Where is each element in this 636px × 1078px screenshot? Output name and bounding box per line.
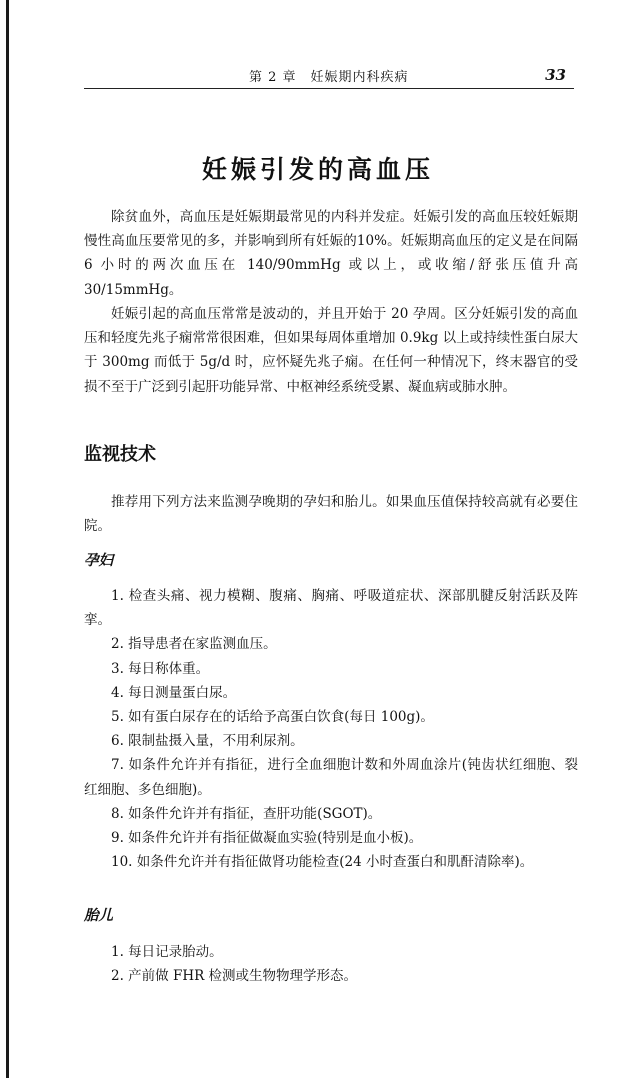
running-head bbox=[84, 64, 574, 92]
list-item: 10. 如条件允许并有指征做肾功能检查(24 小时查蛋白和肌酐清除率)。 bbox=[111, 854, 534, 871]
list-item: 2. 产前做 FHR 检测或生物物理学形态。 bbox=[111, 968, 358, 985]
list-item: 5. 如有蛋白尿存在的话给予高蛋白饮食(每日 100g)。 bbox=[111, 709, 434, 726]
list-item: 2. 指导患者在家监测血压。 bbox=[111, 636, 277, 653]
list-item: 7. 如条件允许并有指征，进行全血细胞计数和外周血涂片(钝齿状红细胞、裂红细胞、多色细胞)。 bbox=[84, 757, 578, 798]
list-item: 1. 每日记录胎动。 bbox=[111, 944, 223, 960]
fetal-heading: 胎儿 bbox=[84, 907, 113, 924]
section-intro: 推荐用下列方法来监测孕晚期的孕妇和胎儿。如果血压值保持较高就有必要住院。 bbox=[84, 494, 578, 535]
maternal-heading: 孕妇 bbox=[84, 552, 113, 569]
intro-paragraph-2: 妊娠引起的高血压常常是波动的，并且开始于 20 孕周。区分妊娠引发的高血压和轻度先兆子痫常常很困难，但如果每周体重增加 0.9kg 以上或持续性蛋白尿大于 300mg 而低于 5g/d 时，应怀疑先兆子痫。在任何一种情况下，终末器官的受损不至于广泛到引起肝功能异常、中枢神经系统受累、凝血病或肺水肿。 bbox=[84, 306, 578, 395]
page-number: 33 bbox=[545, 66, 566, 84]
list-item: 1. 检查头痛、视力模糊、腹痛、胸痛、呼吸道症状、深部肌腱反射活跃及阵挛。 bbox=[84, 588, 578, 629]
section-heading: 监视技术 bbox=[84, 444, 156, 465]
list-item: 6. 限制盐摄入量，不用利尿剂。 bbox=[111, 733, 304, 750]
list-item: 9. 如条件允许并有指征做凝血实验(特别是血小板)。 bbox=[111, 830, 423, 847]
header-rule bbox=[84, 88, 574, 89]
list-item: 4. 每日测量蛋白尿。 bbox=[111, 684, 237, 701]
intro-paragraph-1: 除贫血外，高血压是妊娠期最常见的内科并发症。妊娠引发的高血压较妊娠期慢性高血压要常见的多，并影响到所有妊娠的10%。妊娠期高血压的定义是在间隔 6 小时的两次血压在 140/90mmHg 或以上，或收缩/舒张压值升高 30/15mmHg。 bbox=[84, 209, 578, 298]
list-item: 3. 每日称体重。 bbox=[111, 660, 210, 677]
fetal-list bbox=[84, 940, 578, 988]
page-title: 妊娠引发的高血压 bbox=[201, 155, 434, 184]
chapter-title: 第 2 章 妊娠期内科疾病 bbox=[249, 70, 409, 85]
maternal-list bbox=[84, 584, 578, 874]
list-item: 8. 如条件允许并有指征，查肝功能(SGOT)。 bbox=[111, 805, 382, 822]
